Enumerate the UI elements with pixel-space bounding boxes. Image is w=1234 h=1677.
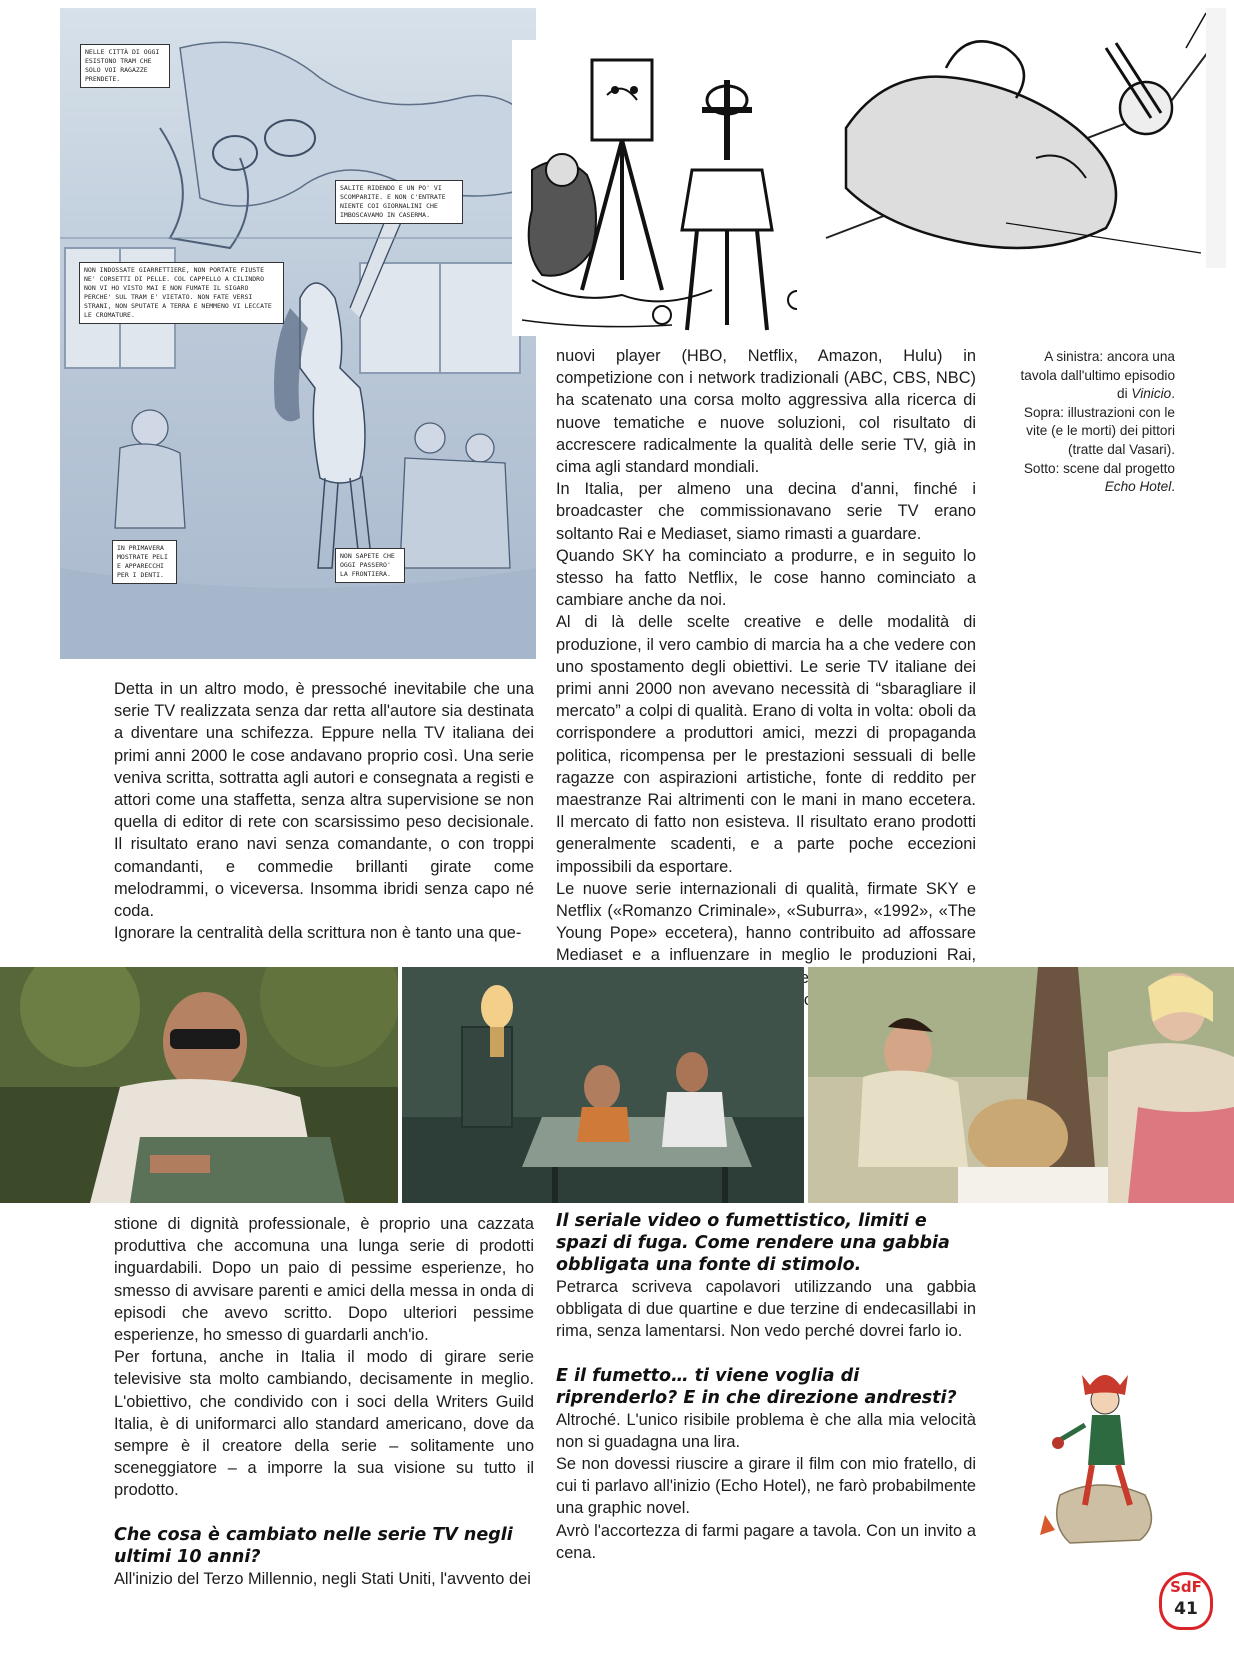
spacer bbox=[556, 1343, 976, 1365]
paragraph: All'inizio del Terzo Millennio, negli Stati Uniti, l'avvento dei bbox=[114, 1569, 531, 1588]
paragraph: Avrò l'accortezza di farmi pagare a tavola. Con un invito a cena. bbox=[556, 1521, 976, 1562]
spacer bbox=[114, 1502, 534, 1524]
page-number-badge bbox=[1159, 1572, 1213, 1630]
caption-text: . bbox=[1171, 479, 1175, 495]
comic-caption-3: NON INDOSSATE GIARRETTIERE, NON PORTATE FIUSTE NE' CORSETTI DI PELLE. COL CAPPELLO A CILINDRO NON VI HO VISTO MAI E NON FUMATE IL SIGARO PERCHE' SUL TRAM E' VIETATO. NON FATE VERSI STRANI, NON SPUTATE A TERRA E NEMMENO VI LECCATE LE CROMATURE. bbox=[79, 262, 284, 324]
interview-question: E il fumetto… ti viene voglia di riprenderlo? E in che direzione andresti? bbox=[556, 1365, 957, 1408]
photo-picnic bbox=[808, 967, 1234, 1203]
article-column-right-bottom bbox=[556, 1210, 976, 1564]
caption-line: vite (e le morti) dei pittori bbox=[1026, 423, 1175, 439]
magazine-logo-text: SdF bbox=[1170, 1578, 1202, 1596]
paragraph: stione di dignità professionale, è proprio una cazzata produttiva che accomuna una lunga serie di prodotti inguardabili. Dopo un paio di pessime esperienze, ho smesso di avvisare parenti e amici della messa in onda di episodi che avevo scritto. Dopo ulteriori pessime esperienze, ho smesso di guardarli anch'io. bbox=[114, 1215, 534, 1345]
caption-line: Sopra: illustrazioni con le bbox=[1023, 404, 1175, 420]
paragraph: Quando SKY ha cominciato a produrre, e in seguito lo stesso ha fatto Netflix, le cose hanno cominciato a cambiare anche da noi. bbox=[556, 546, 976, 610]
article-column-right-top bbox=[556, 345, 976, 1011]
girl-on-statue-illustration bbox=[1030, 1365, 1180, 1547]
paragraph: Detta in un altro modo, è pressoché inevitabile che una serie TV realizzata senza dar retta all'autore sia destinata a diventare una schifezza. Eppure nella TV italiana dei primi anni 2000 le cose andavano proprio così. Una serie veniva scritta, sottratta agli autori e consegnata a registi e attori come una staffetta, senza altra supervisione se non quella di editor di rete con scarsissimo peso decisionale. Il risultato erano navi senza comandante, o con troppi comandanti, e commedie brillanti girate come melodrammi, o viceversa. Insomma ibridi senza capo né coda. bbox=[114, 680, 534, 921]
photo-kitchen-table bbox=[402, 967, 804, 1203]
caption-line: tavola dall'ultimo episodio bbox=[1020, 367, 1175, 383]
comic-caption-1: NELLE CITTÀ DI OGGI ESISTONO TRAM CHE SOLO VOI RAGAZZE PRENDETE. bbox=[80, 44, 170, 88]
caption-line: (tratte dal Vasari). bbox=[1067, 441, 1175, 457]
photo-man-with-typewriter bbox=[0, 967, 398, 1203]
painter-illustration bbox=[512, 40, 797, 336]
paragraph: Petrarca scriveva capolavori utilizzando una gabbia obbligata di due quartine e due terzine di endecasillabi in rima, senza lamentarsi. Non vedo perché dovrei farlo io. bbox=[556, 1278, 976, 1341]
comic-caption-2: SALITE RIDENDO E UN PO' VI SCOMPARITE. E NON C'ENTRATE NIENTE COI GIORNALINI CHE IMBOSCAVAMO IN CASERMA. bbox=[335, 180, 463, 224]
paragraph: Se non dovessi riuscire a girare il film con mio fratello, di cui ti parlavo all'inizio (Echo Hotel), ne farò probabilmente una graphic novel. bbox=[556, 1455, 976, 1518]
paragraph: Ignorare la centralità della scrittura non è tanto una que- bbox=[114, 924, 522, 943]
paragraph: nuovi player (HBO, Netflix, Amazon, Hulu) in competizione con i network tradizionali (ABC, CBS, NBC) ha scatenato una corsa molto aggressiva alla ricerca di nuove tematiche e nuove soluzioni, col risultato di accrescere radicalmente la qualità delle serie TV, già in cima agli standard mondiali. bbox=[556, 347, 976, 477]
image-caption bbox=[985, 348, 1175, 497]
comic-caption-4: IN PRIMAVERA MOSTRATE PELI E APPARECCHI PER I DENTI. bbox=[112, 540, 177, 584]
caption-line bbox=[985, 478, 1175, 497]
interview-question: Il seriale video o fumettistico, limiti e spazi di fuga. Come rendere una gabbia obbligata una fonte di stimolo. bbox=[556, 1211, 950, 1275]
paragraph: Al di là delle scelte creative e delle modalità di produzione, il vero cambio di marcia ha a che vedere con uno spostamento degli obiettivi. Le serie TV italiane dei primi anni 2000 non avevano necessità di “sbaragliare il mercato” a colpi di qualità. Erano di volta in volta: oboli da corrispondere a produttori amici, mezzi di propaganda politica, ricompensa per le prestazioni sessuali di belle ragazze con aspirazioni artistiche, fonte di reddito per maestranze Rai altrimenti con le mani in mano eccetera. Il mercato di fatto non esisteva. Il risultato erano prodotti generalmente scadenti, e a parte poche eccezioni impossibili da esportare. bbox=[556, 613, 976, 876]
caption-title: Echo Hotel bbox=[1104, 479, 1172, 495]
comic-caption-5: NON SAPETE CHE OGGI PASSERO' LA FRONTIERA. bbox=[335, 548, 405, 583]
paragraph: In Italia, per almeno una decina d'anni, finché i broadcaster che commissionavano serie TV erano soltanto Rai e Mediaset, siamo rimasti a guardare. bbox=[556, 480, 976, 543]
caption-title: Vinicio bbox=[1131, 386, 1172, 402]
paragraph: Altroché. L'unico risibile problema è che alla mia velocità non si guadagna una lira. bbox=[556, 1410, 976, 1451]
article-column-left-bottom bbox=[114, 1213, 534, 1590]
caption-line bbox=[985, 385, 1175, 404]
caption-line: Sotto: scene dal progetto bbox=[1023, 460, 1175, 476]
article-column-left-top bbox=[114, 678, 534, 944]
paragraph: Le nuove serie internazionali di qualità, firmate SKY e Netflix («Romanzo Criminale», «Suburra», «1992», «The Young Pope» eccetera), hanno contribuito ad affossare Mediaset e a influenzare in meglio le produzioni Rai, bbox=[556, 879, 976, 965]
interview-question: Che cosa è cambiato nelle serie TV negli ultimi 10 anni? bbox=[114, 1524, 513, 1567]
caption-text: di bbox=[1117, 386, 1132, 402]
paragraph: Per fortuna, anche in Italia il modo di girare serie televisive sta molto cambiando, decisamente in meglio. L'obiettivo, che condivido con i soci della Writers Guild Italia, è di uniformarci allo standard americano, dove da sempre è il creatore della serie – solitamente uno sceneggiatore – a imporre la sua visione su tutto il prodotto. bbox=[114, 1348, 534, 1500]
caption-line: A sinistra: ancora una bbox=[1044, 349, 1175, 364]
page-number: 41 bbox=[1174, 1599, 1198, 1619]
fallen-painter-illustration bbox=[806, 8, 1226, 268]
caption-text: . bbox=[1171, 386, 1175, 402]
